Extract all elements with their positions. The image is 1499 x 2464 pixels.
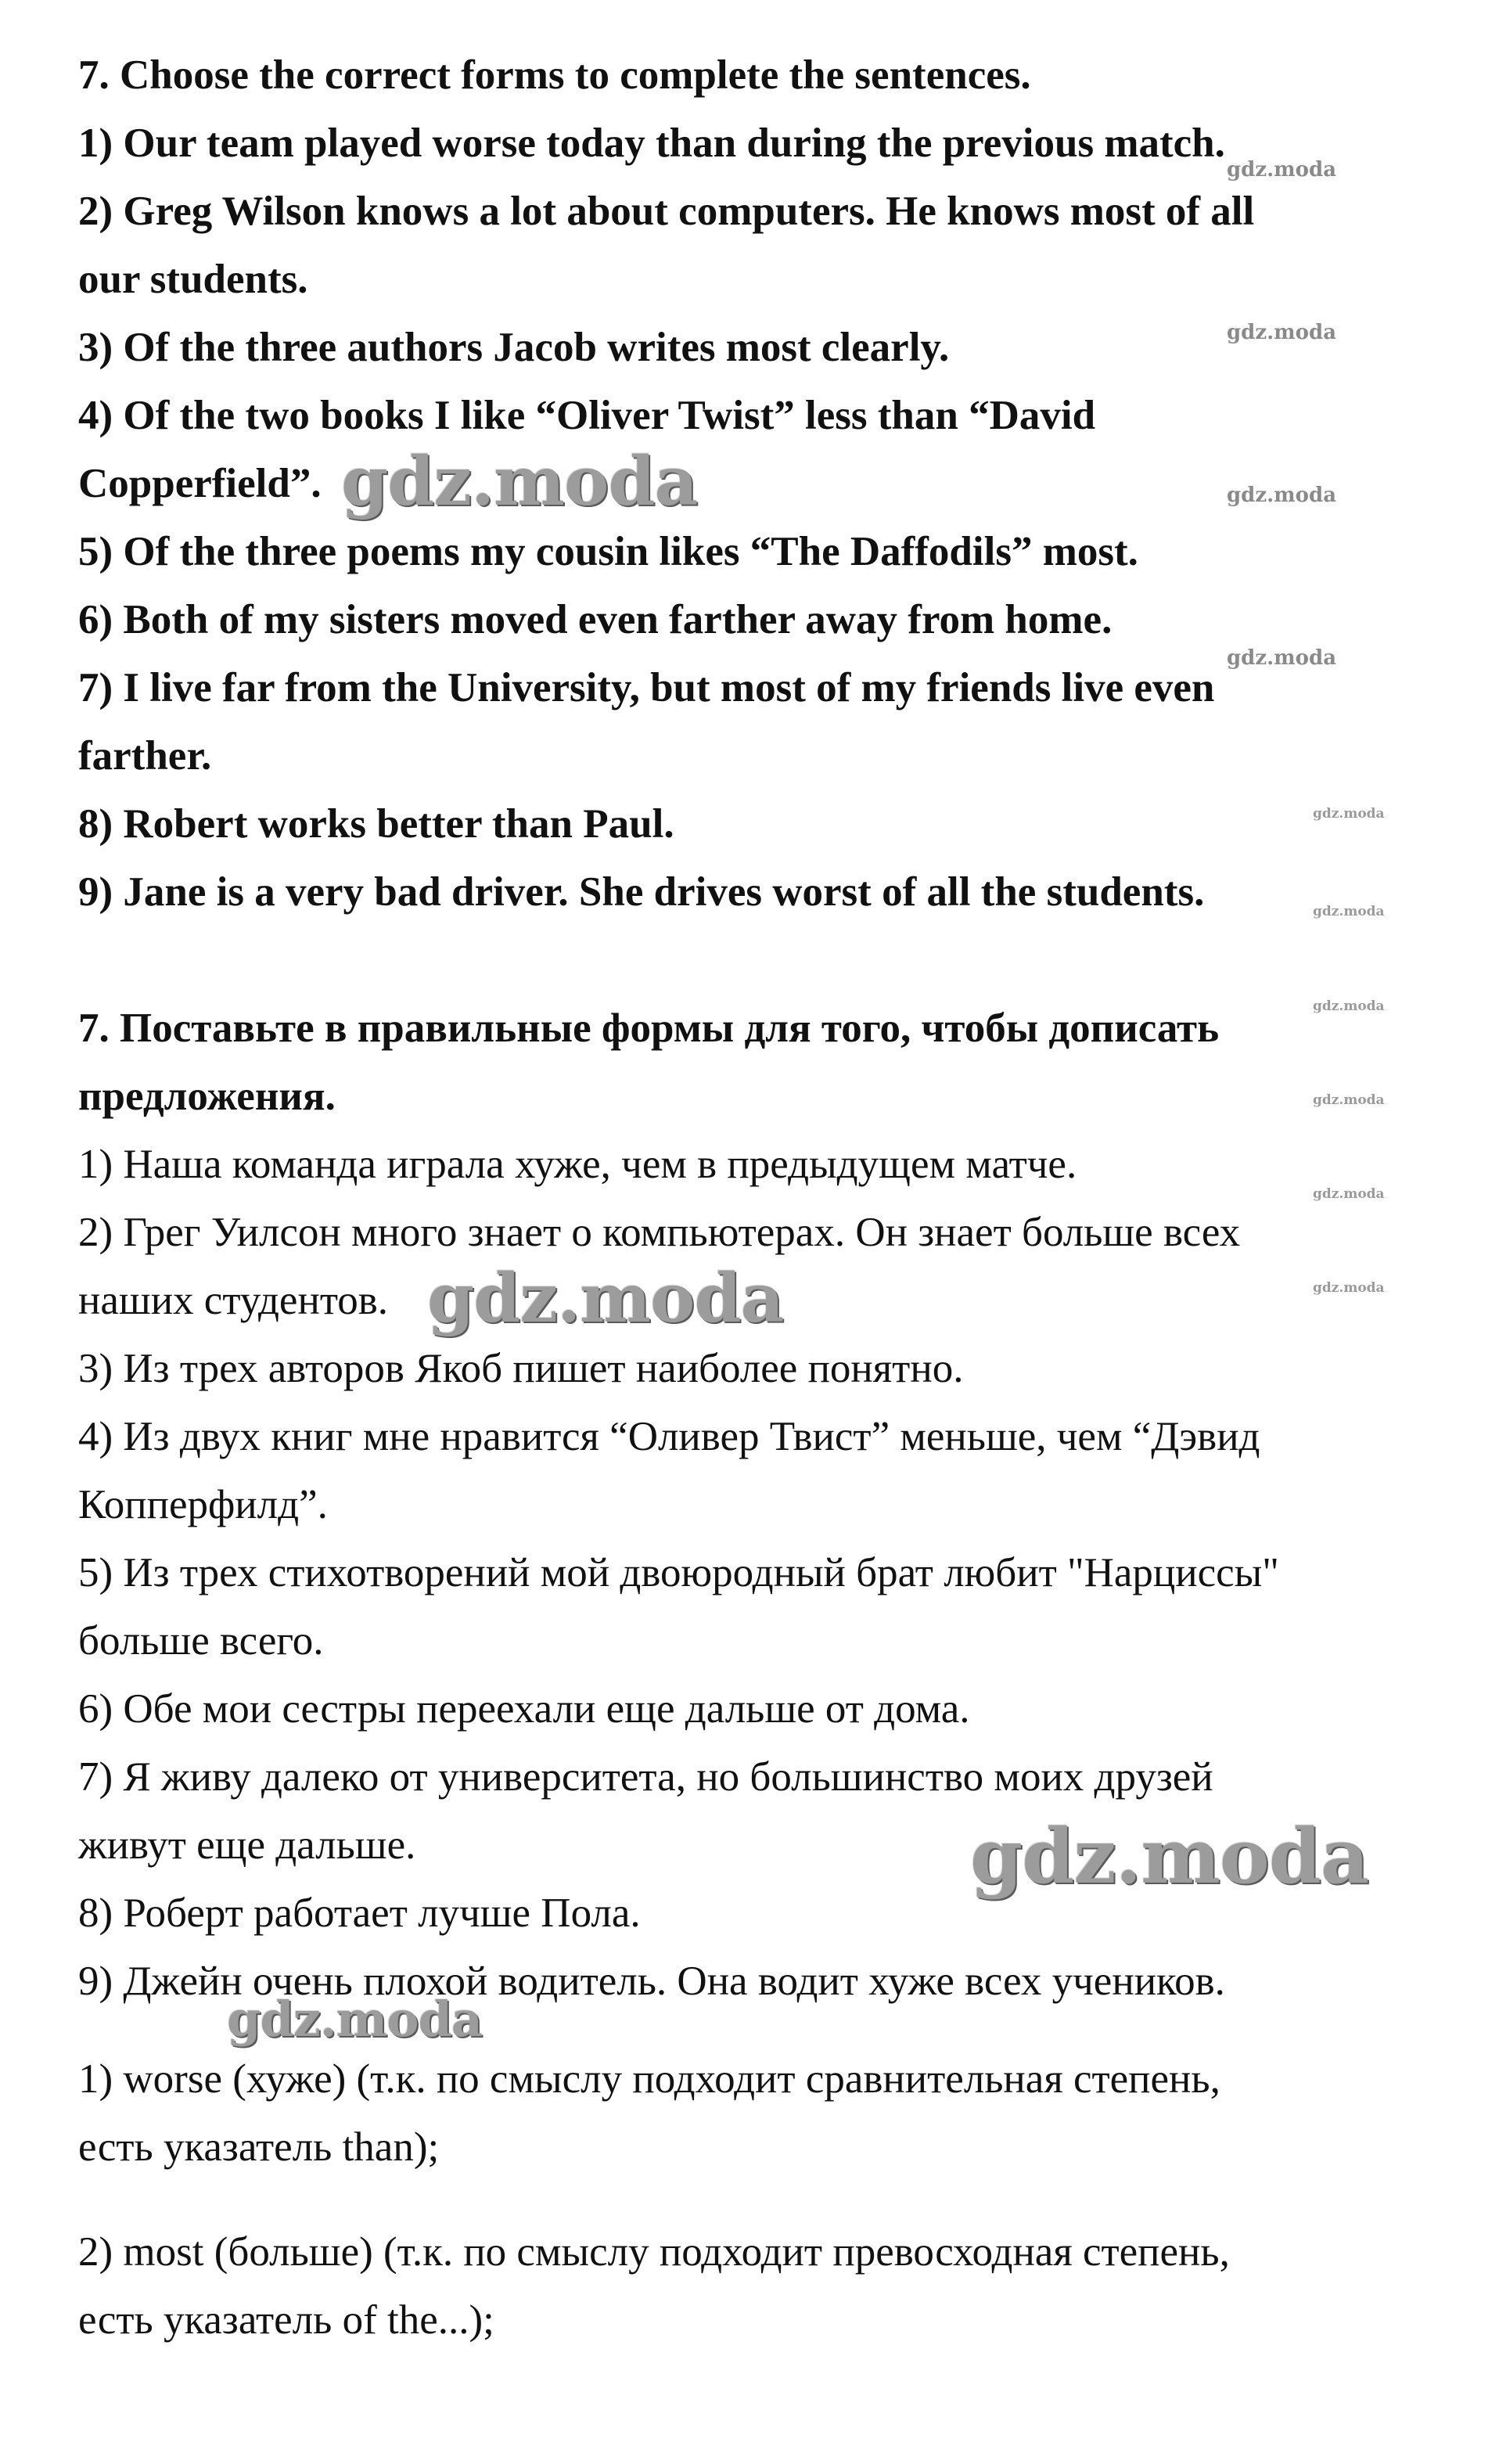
explanation-1-line-1: 1) worse (хуже) (т.к. по смыслу подходит сравнительная степень, [78, 2056, 1220, 2102]
watermark-tiny: gdz.moda [1313, 998, 1385, 1014]
english-sentence-3: 3) Of the three authors Jacob writes most clearly. [78, 325, 950, 370]
watermark-tiny: gdz.moda [1313, 904, 1385, 919]
russian-sentence-9: 9) Джейн очень плохой водитель. Она водит хуже всех учеников. [78, 1959, 1225, 2004]
english-sentence-4-line-2: Copperfield”. [78, 461, 322, 506]
russian-sentence-7-line-1: 7) Я живу далеко от университета, но большинство моих друзей [78, 1754, 1213, 1800]
watermark-tiny: gdz.moda [1313, 806, 1385, 822]
explanation-1-line-2: есть указатель than); [78, 2124, 440, 2170]
russian-sentence-2-line-2: наших студентов. [78, 1278, 389, 1323]
watermark-tiny: gdz.moda [1313, 1186, 1385, 1202]
russian-sentence-6: 6) Обе мои сестры переехали еще дальше от дома. [78, 1686, 970, 1732]
russian-sentence-7-line-2: живут еще дальше. [78, 1822, 416, 1868]
russian-sentence-4-line-1: 4) Из двух книг мне нравится “Оливер Твист” меньше, чем “Дэвид [78, 1414, 1260, 1459]
watermark-tiny: gdz.moda [1313, 1280, 1385, 1296]
english-sentence-1: 1) Our team played worse today than during the previous match. [78, 121, 1225, 166]
russian-sentence-1: 1) Наша команда играла хуже, чем в предыдущем матче. [78, 1142, 1077, 1187]
english-sentence-4-line-1: 4) Of the two books I like “Oliver Twist” less than “David [78, 393, 1096, 438]
watermark-small: gdz.moda [1227, 158, 1337, 182]
russian-sentence-5-line-1: 5) Из трех стихотворений мой двоюродный брат любит "Нарциссы" [78, 1550, 1279, 1595]
english-sentence-8: 8) Robert works better than Paul. [78, 801, 674, 847]
russian-sentence-2-line-1: 2) Грег Уилсон много знает о компьютерах. Он знает больше всех [78, 1210, 1241, 1255]
english-sentence-7-line-1: 7) I live far from the University, but most of my friends live even [78, 665, 1215, 710]
watermark-large: gdz.moda [341, 442, 698, 521]
watermark-tiny: gdz.moda [1313, 1092, 1385, 1108]
russian-sentence-3: 3) Из трех авторов Якоб пишет наиболее понятно. [78, 1346, 964, 1391]
watermark-large: gdz.moda [970, 1812, 1369, 1901]
english-sentence-2-line-1: 2) Greg Wilson knows a lot about computers. He knows most of all [78, 189, 1255, 234]
russian-exercise-title-line-2: предложения. [78, 1074, 336, 1119]
english-sentence-6: 6) Both of my sisters moved even farther away from home. [78, 597, 1113, 642]
watermark-small: gdz.moda [1227, 484, 1337, 507]
watermark-small: gdz.moda [1227, 646, 1337, 670]
explanation-2-line-2: есть указатель of the...); [78, 2297, 494, 2343]
explanation-2-line-1: 2) most (больше) (т.к. по смыслу подходит превосходная степень, [78, 2229, 1230, 2275]
russian-sentence-8: 8) Роберт работает лучше Пола. [78, 1890, 641, 1936]
watermark-medium: gdz.moda [227, 1991, 482, 2048]
english-sentence-2-line-2: our students. [78, 257, 308, 302]
russian-exercise-title-line-1: 7. Поставьте в правильные формы для того, чтобы дописать [78, 1005, 1220, 1051]
english-sentence-5: 5) Of the three poems my cousin likes “The Daffodils” most. [78, 529, 1138, 574]
english-sentence-9: 9) Jane is a very bad driver. She drives worst of all the students. [78, 869, 1205, 915]
watermark-small: gdz.moda [1227, 321, 1337, 344]
russian-sentence-5-line-2: больше всего. [78, 1618, 324, 1664]
russian-sentence-4-line-2: Копперфилд”. [78, 1482, 328, 1527]
english-sentence-7-line-2: farther. [78, 733, 212, 779]
watermark-large: gdz.moda [427, 1259, 784, 1338]
english-exercise-title: 7. Choose the correct forms to complete the sentences. [78, 52, 1031, 98]
